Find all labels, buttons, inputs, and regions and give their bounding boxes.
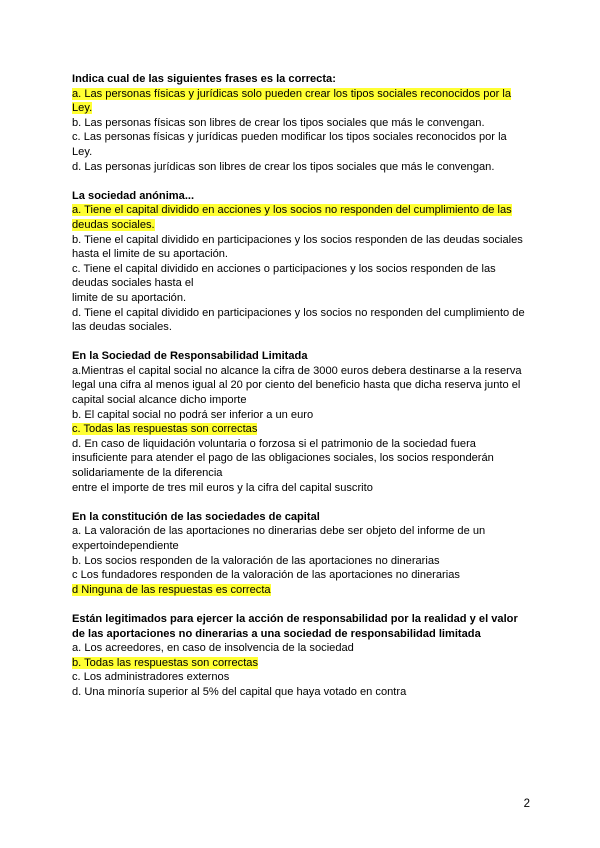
answer-option: b. Los socios responden de la valoración de las aportaciones no dinerarias [72, 554, 440, 567]
answer-option: a. Los acreedores, en caso de insolvencia de la sociedad [72, 642, 354, 655]
answer-option: a.Mientras el capital social no alcance la cifra de 3000 euros debera destinarse a la reserva legal una cifra al menos igual al 20 por ciento del beneficio hasta que dicha reserva junto el capital social alcance dicho importe [72, 364, 522, 407]
answer-option: a. La valoración de las aportaciones no dinerarias debe ser objeto del informe de un expertoindependiente [72, 525, 486, 552]
question-5 [72, 612, 528, 700]
question-title: La sociedad anónima... [72, 189, 195, 202]
answer-option: d. Las personas jurídicas son libres de crear los tipos sociales que más le convengan. [72, 160, 495, 173]
answer-option: c. Tiene el capital dividido en acciones o participaciones y los socios responden de las deudas sociales hasta el [72, 262, 496, 290]
question-title: En la Sociedad de Responsabilidad Limitada [72, 350, 308, 363]
question-3 [72, 349, 528, 495]
highlighted-answer: c. Todas las respuestas son correctas [72, 423, 258, 436]
answer-option: b. Las personas físicas son libres de crear los tipos sociales que más le convengan. [72, 116, 485, 129]
answer-option: b. El capital social no podrá ser inferior a un euro [72, 408, 314, 421]
highlighted-answer: a. Tiene el capital dividido en acciones y los socios no responden del cumplimiento de las deudas sociales. [72, 204, 512, 231]
question-title: Indica cual de las siguientes frases es la correcta: [72, 73, 336, 85]
question-1 [72, 72, 528, 174]
page-number: 2 [523, 798, 530, 810]
answer-option: c Los fundadores responden de la valoración de las aportaciones no dinerarias [72, 569, 460, 582]
answer-option [72, 87, 528, 116]
answer-option: limite de su aportación. [72, 291, 187, 304]
answer-option [72, 422, 528, 437]
highlighted-answer: a. Las personas físicas y jurídicas solo pueden crear los tipos sociales reconocidos por la Ley. [72, 87, 512, 115]
answer-option: entre el importe de tres mil euros y la cifra del capital suscrito [72, 481, 373, 494]
answer-option: c. Las personas físicas y jurídicas pueden modificar los tipos sociales reconocidos por la Ley. [72, 131, 507, 158]
highlighted-answer: b. Todas las respuestas son correctas [72, 656, 259, 669]
answer-option: d. En caso de liquidación voluntaria o forzosa si el patrimonio de la sociedad fuera insuficiente para atender el pago de las obligaciones sociales, los socios responderán solidariamente de la diferencia [72, 437, 494, 480]
page-content [72, 72, 528, 714]
question-title: En la constitución de las sociedades de capital [72, 510, 320, 523]
highlighted-answer: d Ninguna de las respuestas es correcta [72, 583, 271, 596]
answer-option: d. Una minoría superior al 5% del capital que haya votado en contra [72, 685, 407, 698]
answer-option [72, 203, 528, 232]
question-2 [72, 189, 528, 335]
answer-option: d. Tiene el capital dividido en participaciones y los socios no responden del cumplimiento de las deudas sociales. [72, 306, 525, 334]
question-4 [72, 510, 528, 598]
question-title: Están legitimados para ejercer la acción de responsabilidad por la realidad y el valor de las aportaciones no dinerarias a una sociedad de responsabilidad limitada [72, 612, 518, 640]
answer-option: c. Los administradores externos [72, 671, 230, 684]
answer-option [72, 583, 528, 598]
answer-option: b. Tiene el capital dividido en participaciones y los socios responden de las deudas sociales hasta el limite de su aportación. [72, 233, 523, 261]
answer-option [72, 656, 528, 671]
